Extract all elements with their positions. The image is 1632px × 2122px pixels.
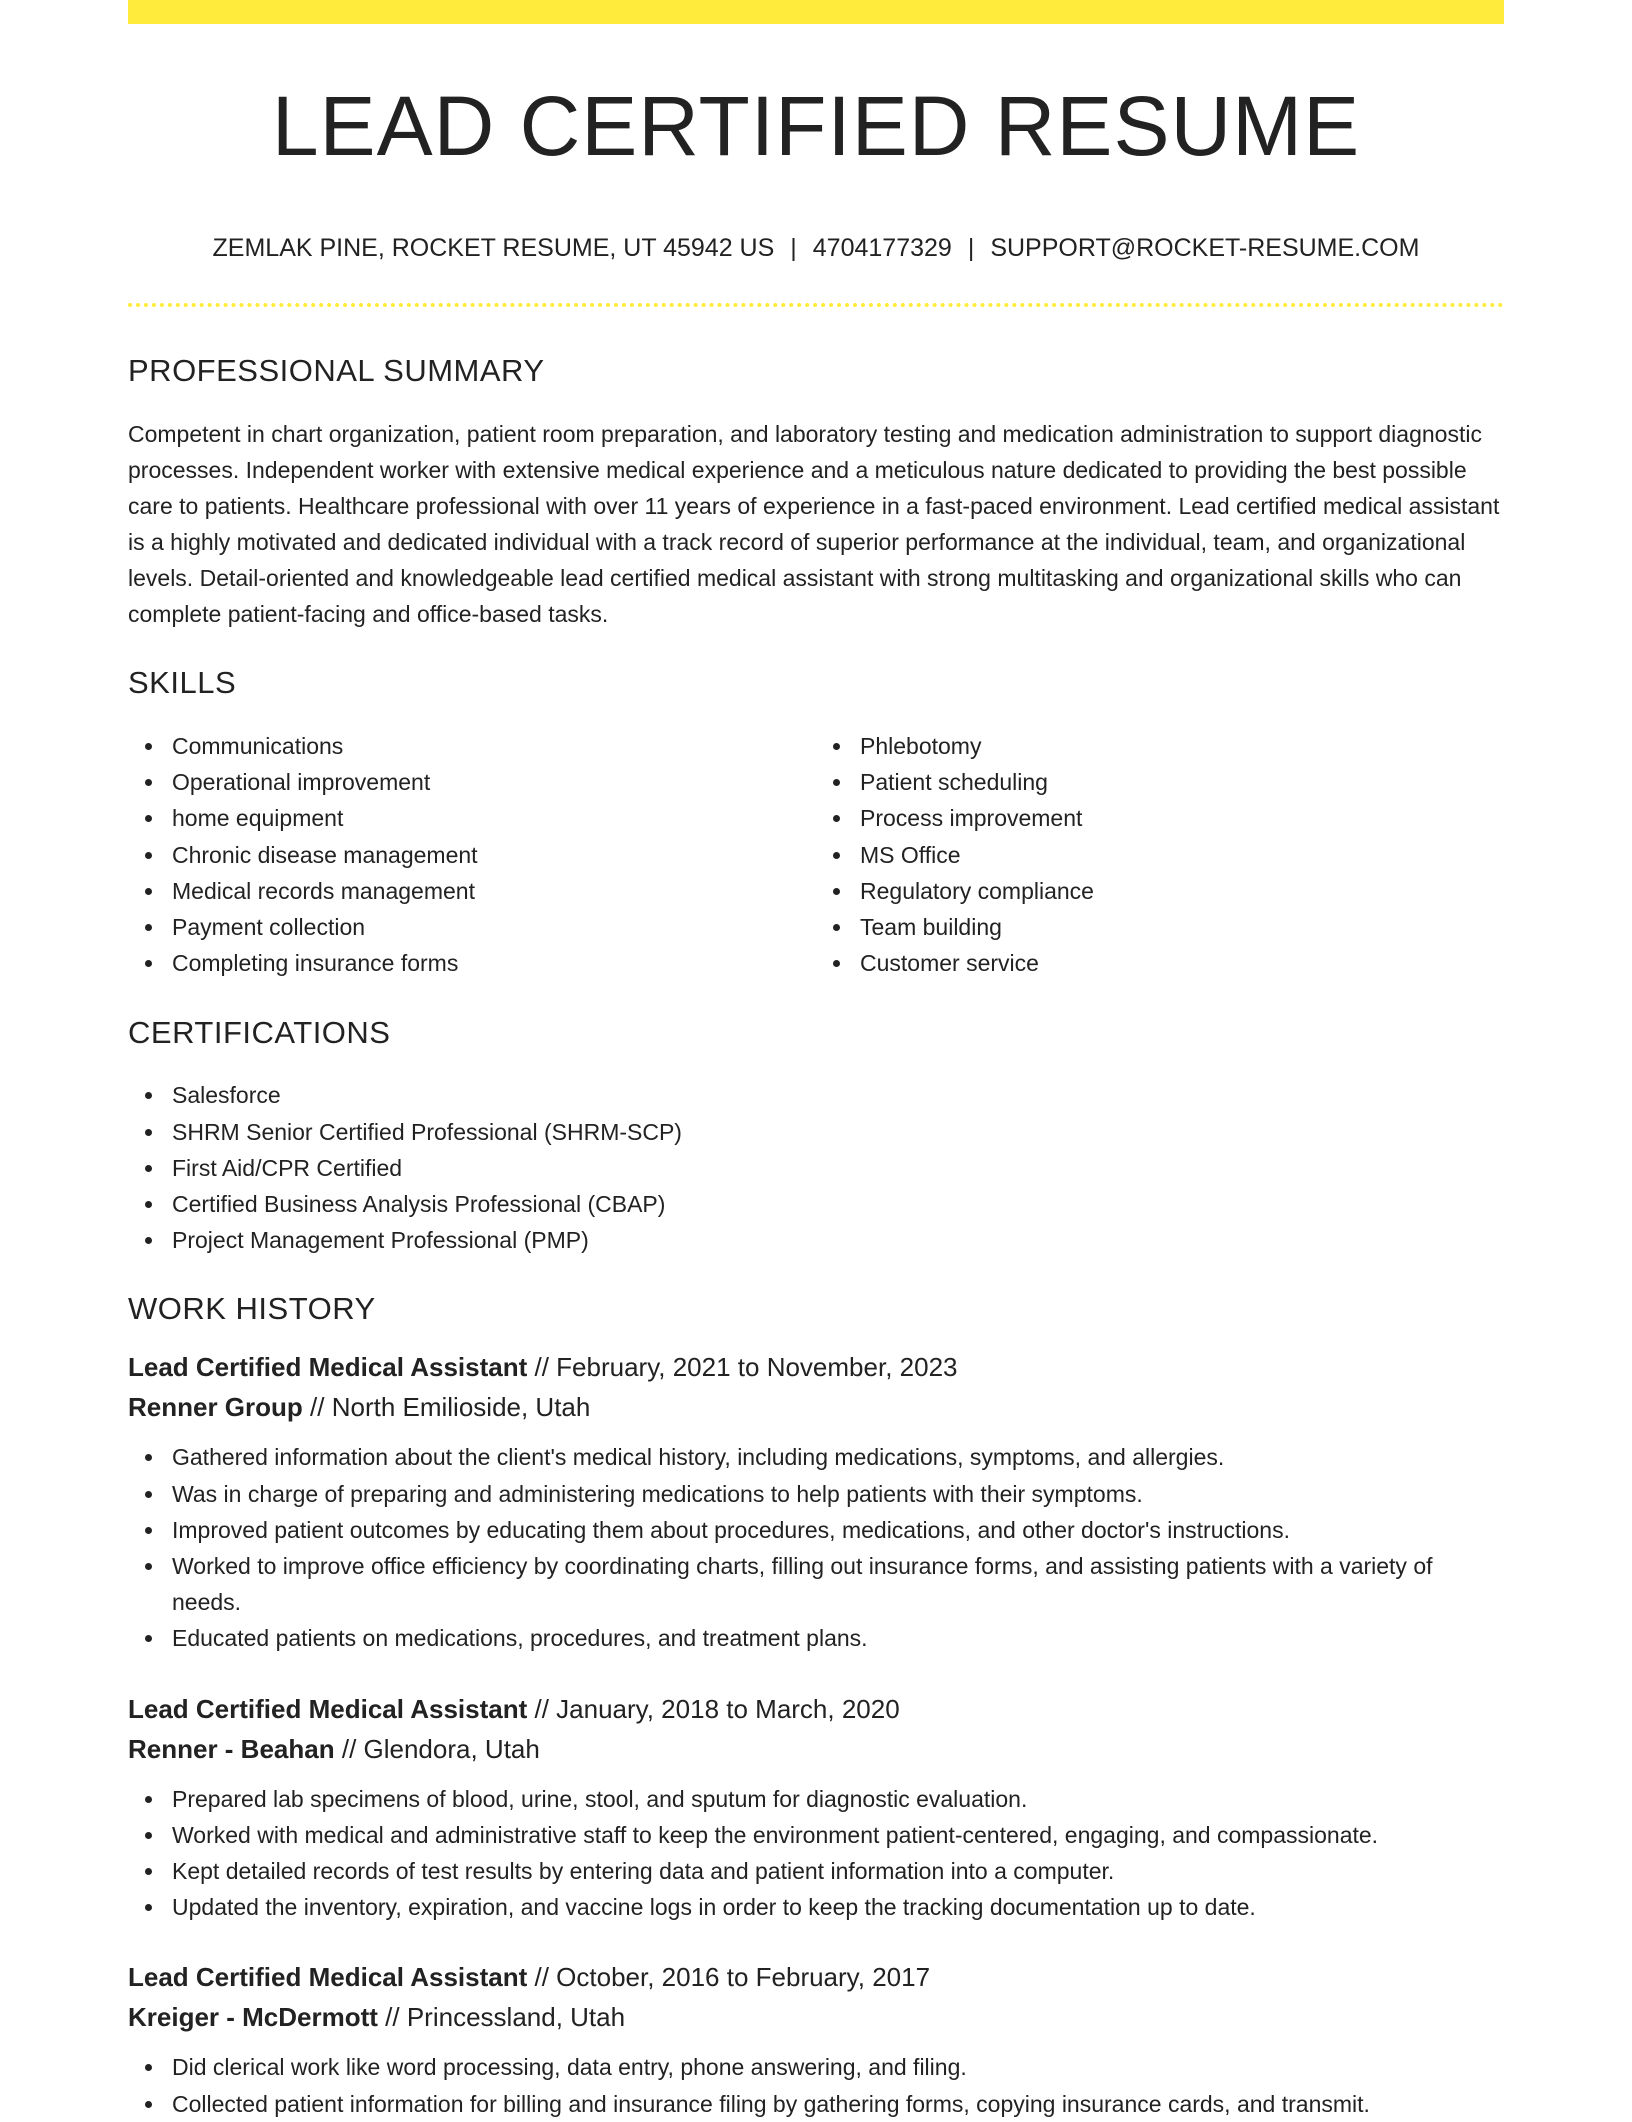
job-entry [128,1347,1504,1656]
contact-phone: 4704177329 [812,234,952,262]
skill-item: Process improvement [860,800,1504,836]
skill-item: Regulatory compliance [860,873,1504,909]
skill-item: home equipment [172,800,816,836]
job-title: Lead Certified Medical Assistant [128,1352,528,1383]
job-title-line [128,1957,1504,1997]
accent-top-bar [128,0,1504,24]
job-title-line [128,1689,1504,1729]
dotted-divider [128,303,1504,307]
work-history-heading: WORK HISTORY [128,1291,376,1327]
job-entry [128,1957,1504,2121]
contact-email: SUPPORT@ROCKET-RESUME.COM [990,234,1420,262]
job-dates: // January, 2018 to March, 2020 [534,1693,900,1724]
job-title: Lead Certified Medical Assistant [128,1962,528,1993]
job-company: Renner - Beahan [128,1733,335,1764]
contact-separator: | [967,234,975,262]
job-duty: Worked to improve office efficiency by coordinating charts, filling out insurance forms, and assisting patients with a variety of needs. [172,1548,1504,1620]
job-duty: Educated patients on medications, procedures, and treatment plans. [172,1620,1504,1656]
job-company-line [128,1997,1504,2037]
skill-item: Communications [172,728,816,764]
job-duty: Did clerical work like word processing, data entry, phone answering, and filing. [172,2049,1504,2085]
job-dates: // October, 2016 to February, 2017 [534,1962,931,1993]
skill-item: MS Office [860,837,1504,873]
job-location: // Princessland, Utah [385,2002,626,2033]
certifications-heading: CERTIFICATIONS [128,1015,391,1051]
job-duty: Gathered information about the client's medical history, including medications, symptoms, and allergies. [172,1439,1504,1475]
job-dates: // February, 2021 to November, 2023 [534,1352,958,1383]
skill-item: Patient scheduling [860,764,1504,800]
job-duties-list [128,1781,1504,1926]
skill-item: Phlebotomy [860,728,1504,764]
certification-item: SHRM Senior Certified Professional (SHRM-SCP) [172,1114,1504,1150]
job-duty: Updated the inventory, expiration, and vaccine logs in order to keep the tracking documentation up to date. [172,1889,1504,1925]
job-title-line [128,1347,1504,1387]
contact-address: ZEMLAK PINE, ROCKET RESUME, UT 45942 US [212,234,775,262]
summary-text: Competent in chart organization, patient room preparation, and laboratory testing and medication administration to support diagnostic processes. Independent worker with extensive medical experience and a meticulous nature dedicated to providing the best possible care to patients. Healthcare professional with over 11 years of experience in a fast-paced environment. Lead certified medical assistant is a highly motivated and dedicated individual with a track record of superior performance at the individual, team, and organizational levels. Detail-oriented and knowledgeable lead certified medical assistant with strong multitasking and organizational skills who can complete patient-facing and office-based tasks. [128,421,1500,627]
skills-heading: SKILLS [128,665,237,700]
job-duty: Collected patient information for billing and insurance filing by gathering forms, copying insurance cards, and transmit. [172,2086,1504,2122]
job-duty: Kept detailed records of test results by entering data and patient information into a computer. [172,1853,1504,1889]
contact-separator: | [790,234,797,262]
job-company: Renner Group [128,1392,303,1423]
job-duty: Improved patient outcomes by educating them about procedures, medications, and other doctor's instructions. [172,1512,1504,1548]
certification-item: Project Management Professional (PMP) [172,1222,1504,1258]
job-duties-list [128,2049,1504,2121]
skills-list-left [128,728,816,981]
job-duty: Prepared lab specimens of blood, urine, stool, and sputum for diagnostic evaluation. [172,1781,1504,1817]
skill-item: Completing insurance forms [172,945,816,981]
skill-item: Payment collection [172,909,816,945]
job-duties-list [128,1439,1504,1656]
job-duty: Was in charge of preparing and administering medications to help patients with their symptoms. [172,1476,1504,1512]
summary-heading: PROFESSIONAL SUMMARY [128,353,545,388]
job-entry [128,1689,1504,1926]
job-company-line [128,1387,1504,1427]
resume-name: LEAD CERTIFIED RESUME [271,79,1361,173]
skill-item: Chronic disease management [172,837,816,873]
certification-item: Certified Business Analysis Professional (CBAP) [172,1186,1504,1222]
job-location: // Glendora, Utah [341,1733,540,1764]
skill-item: Operational improvement [172,764,816,800]
job-company: Kreiger - McDermott [128,2002,378,2033]
job-location: // North Emilioside, Utah [310,1392,591,1423]
certification-item: Salesforce [172,1077,1504,1113]
skills-list-right [816,728,1504,981]
skill-item: Team building [860,909,1504,945]
certifications-list [128,1077,1504,1258]
skill-item: Customer service [860,945,1504,981]
job-title: Lead Certified Medical Assistant [128,1693,528,1724]
job-duty: Worked with medical and administrative staff to keep the environment patient-centered, engaging, and compassionate. [172,1817,1504,1853]
resume-page [128,0,1504,2122]
contact-line [128,236,1504,261]
skills-columns [128,728,1504,981]
job-company-line [128,1729,1504,1769]
certification-item: First Aid/CPR Certified [172,1150,1504,1186]
skill-item: Medical records management [172,873,816,909]
